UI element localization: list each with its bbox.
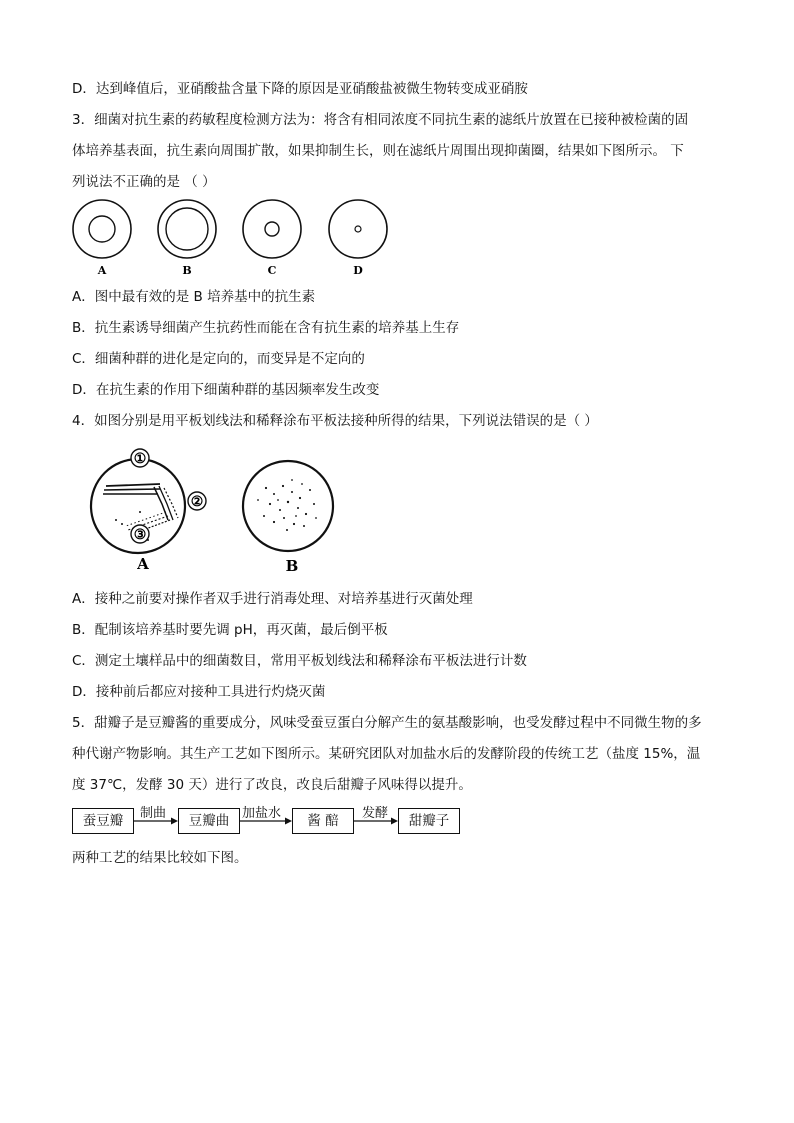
- arrow-label-add-brine: 加盐水: [242, 806, 282, 821]
- q4-option-c: C．测定土壤样品中的细菌数目，常用平板划线法和稀释涂布平板法进行计数: [72, 653, 527, 669]
- streak-plate-label: A: [137, 555, 149, 573]
- q4-option-d: D．接种前后都应对接种工具进行灼烧灭菌: [72, 684, 326, 700]
- flow-box-bean-koji: 豆瓣曲: [178, 808, 240, 834]
- q4-option-b: B．配制该培养基时要先调 pH，再灭菌，最后倒平板: [72, 622, 388, 638]
- q2-option-d: D．达到峰值后，亚硝酸盐含量下降的原因是亚硝酸盐被微生物转变成亚硝胺: [72, 81, 528, 97]
- q3-option-c: C．细菌种群的进化是定向的，而变异是不定向的: [72, 351, 365, 367]
- q4-option-a: A．接种之前要对操作者双手进行消毒处理、对培养基进行灭菌处理: [72, 591, 473, 607]
- plate-c-label: C: [267, 264, 277, 277]
- plate-b: [158, 200, 216, 258]
- mark-3: ③: [133, 527, 147, 543]
- q3-option-d: D．在抗生素的作用下细菌种群的基因频率发生改变: [72, 382, 380, 398]
- plate-c: [243, 200, 301, 258]
- plate-a-label: A: [97, 264, 107, 277]
- plate-d: [329, 200, 387, 258]
- q3-inhibition-zone-figure: [66, 196, 396, 278]
- flow-box-sauce-mash: 酱 醅: [292, 808, 354, 834]
- flow-box-broad-bean: 蚕豆瓣: [72, 808, 134, 834]
- spread-plate-label: B: [285, 557, 299, 575]
- plate-b-label: B: [182, 264, 192, 277]
- q5-stem-line3: 度 37℃，发酵 30 天）进行了改良，改良后甜瓣子风味得以提升。: [72, 777, 472, 793]
- q3-stem-line3: 列说法不正确的是 （ ）: [72, 174, 216, 190]
- arrow-label-fermentation: 发酵: [362, 806, 389, 821]
- spread-plate-b: [243, 461, 333, 551]
- mark-1: ①: [133, 451, 147, 467]
- q3-option-b: B．抗生素诱导细菌产生抗药性而能在含有抗生素的培养基上生存: [72, 320, 460, 336]
- plate-a: [73, 200, 131, 258]
- q3-stem-line1: 3．细菌对抗生素的药敏程度检测方法为：将含有相同浓度不同抗生素的滤纸片放置在已接种被检菌的固: [72, 112, 689, 128]
- q5-stem-line2: 种代谢产物影响。其生产工艺如下图所示。某研究团队对加盐水后的发酵阶段的传统工艺（盐度 15%，温: [72, 746, 701, 762]
- q5-conclusion: 两种工艺的结果比较如下图。: [72, 850, 248, 866]
- q4-plating-figure: [88, 440, 338, 578]
- q4-stem: 4．如图分别是用平板划线法和稀释涂布平板法接种所得的结果，下列说法错误的是（ ）: [72, 413, 598, 429]
- plate-d-label: D: [353, 264, 363, 277]
- arrow-label-koji-making: 制曲: [140, 806, 167, 821]
- mark-2: ②: [190, 494, 204, 510]
- q5-stem-line1: 5．甜瓣子是豆瓣酱的重要成分，风味受蚕豆蛋白分解产生的氨基酸影响，也受发酵过程中不同微生物的多: [72, 715, 702, 731]
- flow-box-sweet-bean: 甜瓣子: [398, 808, 460, 834]
- q3-option-a: A．图中最有效的是 B 培养基中的抗生素: [72, 289, 316, 305]
- q3-stem-line2: 体培养基表面，抗生素向周围扩散，如果抑制生长，则在滤纸片周围出现抑菌圈，结果如下图所示。 下: [72, 143, 684, 159]
